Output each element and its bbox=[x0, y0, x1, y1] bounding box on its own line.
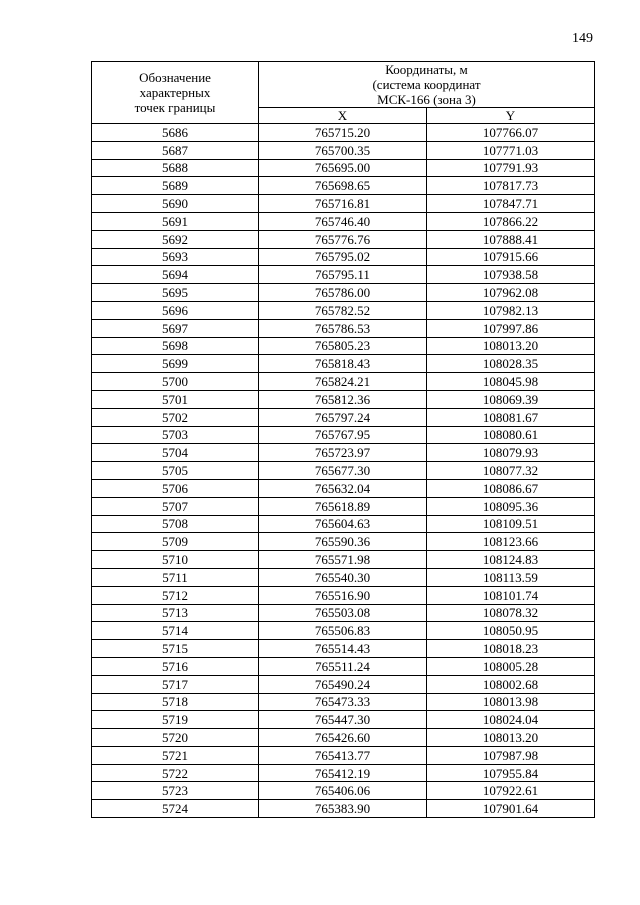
table-row bbox=[92, 390, 595, 408]
page-number: 149 bbox=[572, 31, 593, 46]
table-row bbox=[92, 800, 595, 818]
y-cell: 108123.66 bbox=[427, 533, 595, 551]
x-cell: 765782.52 bbox=[259, 301, 427, 319]
table-row bbox=[92, 782, 595, 800]
table-row bbox=[92, 444, 595, 462]
y-cell: 108101.74 bbox=[427, 586, 595, 604]
point-cell: 5710 bbox=[92, 551, 259, 569]
point-cell: 5689 bbox=[92, 177, 259, 195]
x-cell: 765695.00 bbox=[259, 159, 427, 177]
table-row bbox=[92, 675, 595, 693]
table-row bbox=[92, 533, 595, 551]
table-row bbox=[92, 355, 595, 373]
point-cell: 5715 bbox=[92, 640, 259, 658]
y-cell: 107901.64 bbox=[427, 800, 595, 818]
table-row bbox=[92, 604, 595, 622]
point-cell: 5703 bbox=[92, 426, 259, 444]
table-row bbox=[92, 141, 595, 159]
x-cell: 765698.65 bbox=[259, 177, 427, 195]
table-row bbox=[92, 195, 595, 213]
x-cell: 765776.76 bbox=[259, 230, 427, 248]
point-cell: 5691 bbox=[92, 212, 259, 230]
point-cell: 5701 bbox=[92, 390, 259, 408]
table-row bbox=[92, 373, 595, 391]
x-cell: 765490.24 bbox=[259, 675, 427, 693]
point-cell: 5692 bbox=[92, 230, 259, 248]
y-cell: 107997.86 bbox=[427, 319, 595, 337]
y-cell: 108013.20 bbox=[427, 337, 595, 355]
table-row bbox=[92, 568, 595, 586]
x-cell: 765716.81 bbox=[259, 195, 427, 213]
y-cell: 108013.98 bbox=[427, 693, 595, 711]
x-cell: 765383.90 bbox=[259, 800, 427, 818]
point-cell: 5712 bbox=[92, 586, 259, 604]
x-cell: 765700.35 bbox=[259, 141, 427, 159]
point-cell: 5714 bbox=[92, 622, 259, 640]
coords-header-line-1: Координаты, м bbox=[385, 62, 468, 77]
y-cell: 108018.23 bbox=[427, 640, 595, 658]
x-cell: 765406.06 bbox=[259, 782, 427, 800]
y-cell: 107987.98 bbox=[427, 746, 595, 764]
table-row bbox=[92, 248, 595, 266]
x-cell: 765412.19 bbox=[259, 764, 427, 782]
table-row bbox=[92, 693, 595, 711]
table-row bbox=[92, 408, 595, 426]
x-cell: 765447.30 bbox=[259, 711, 427, 729]
point-cell: 5687 bbox=[92, 141, 259, 159]
x-cell: 765723.97 bbox=[259, 444, 427, 462]
point-cell: 5702 bbox=[92, 408, 259, 426]
points-header-line-1: Обозначение bbox=[139, 70, 211, 85]
point-cell: 5713 bbox=[92, 604, 259, 622]
y-cell: 107888.41 bbox=[427, 230, 595, 248]
table-row bbox=[92, 301, 595, 319]
x-cell: 765767.95 bbox=[259, 426, 427, 444]
point-cell: 5700 bbox=[92, 373, 259, 391]
y-cell: 107938.58 bbox=[427, 266, 595, 284]
y-cell: 108086.67 bbox=[427, 479, 595, 497]
x-cell: 765805.23 bbox=[259, 337, 427, 355]
y-cell: 108050.95 bbox=[427, 622, 595, 640]
point-cell: 5698 bbox=[92, 337, 259, 355]
point-cell: 5690 bbox=[92, 195, 259, 213]
point-cell: 5716 bbox=[92, 657, 259, 675]
y-cell: 107915.66 bbox=[427, 248, 595, 266]
table-row bbox=[92, 426, 595, 444]
x-cell: 765506.83 bbox=[259, 622, 427, 640]
y-cell: 108078.32 bbox=[427, 604, 595, 622]
point-cell: 5717 bbox=[92, 675, 259, 693]
y-cell: 108109.51 bbox=[427, 515, 595, 533]
point-cell: 5718 bbox=[92, 693, 259, 711]
point-cell: 5696 bbox=[92, 301, 259, 319]
table-row bbox=[92, 657, 595, 675]
x-cell: 765824.21 bbox=[259, 373, 427, 391]
point-cell: 5694 bbox=[92, 266, 259, 284]
point-cell: 5723 bbox=[92, 782, 259, 800]
table-row bbox=[92, 337, 595, 355]
point-cell: 5711 bbox=[92, 568, 259, 586]
x-cell: 765715.20 bbox=[259, 124, 427, 142]
y-cell: 107982.13 bbox=[427, 301, 595, 319]
table-row bbox=[92, 462, 595, 480]
point-cell: 5695 bbox=[92, 284, 259, 302]
coords-header-line-3: МСК-166 (зона 3) bbox=[377, 92, 476, 107]
table-row bbox=[92, 319, 595, 337]
x-cell: 765590.36 bbox=[259, 533, 427, 551]
x-cell: 765818.43 bbox=[259, 355, 427, 373]
y-cell: 107962.08 bbox=[427, 284, 595, 302]
y-cell: 107866.22 bbox=[427, 212, 595, 230]
x-cell: 765786.00 bbox=[259, 284, 427, 302]
points-header-line-2: характерных bbox=[139, 85, 211, 100]
point-cell: 5688 bbox=[92, 159, 259, 177]
table-row bbox=[92, 212, 595, 230]
y-cell: 108080.61 bbox=[427, 426, 595, 444]
table-row bbox=[92, 746, 595, 764]
table-row bbox=[92, 764, 595, 782]
x-cell: 765604.63 bbox=[259, 515, 427, 533]
point-cell: 5707 bbox=[92, 497, 259, 515]
point-cell: 5720 bbox=[92, 729, 259, 747]
y-cell: 108002.68 bbox=[427, 675, 595, 693]
point-cell: 5686 bbox=[92, 124, 259, 142]
point-cell: 5722 bbox=[92, 764, 259, 782]
table-header bbox=[92, 62, 595, 124]
table-row bbox=[92, 586, 595, 604]
coords-header-line-2: (система координат bbox=[372, 77, 481, 92]
y-cell: 108077.32 bbox=[427, 462, 595, 480]
y-cell: 108113.59 bbox=[427, 568, 595, 586]
y-cell: 108028.35 bbox=[427, 355, 595, 373]
point-cell: 5708 bbox=[92, 515, 259, 533]
x-cell: 765746.40 bbox=[259, 212, 427, 230]
coordinates-table bbox=[91, 61, 595, 818]
x-cell: 765795.02 bbox=[259, 248, 427, 266]
x-cell: 765511.24 bbox=[259, 657, 427, 675]
table-row bbox=[92, 729, 595, 747]
y-cell: 107817.73 bbox=[427, 177, 595, 195]
table-row bbox=[92, 266, 595, 284]
coordinates-column-header bbox=[259, 62, 595, 108]
table-row bbox=[92, 497, 595, 515]
table-row bbox=[92, 479, 595, 497]
x-cell: 765540.30 bbox=[259, 568, 427, 586]
x-cell: 765516.90 bbox=[259, 586, 427, 604]
table-row bbox=[92, 515, 595, 533]
x-cell: 765426.60 bbox=[259, 729, 427, 747]
x-cell: 765632.04 bbox=[259, 479, 427, 497]
y-cell: 108045.98 bbox=[427, 373, 595, 391]
x-cell: 765514.43 bbox=[259, 640, 427, 658]
table-row bbox=[92, 711, 595, 729]
x-cell: 765473.33 bbox=[259, 693, 427, 711]
x-cell: 765795.11 bbox=[259, 266, 427, 284]
y-column-header: Y bbox=[427, 108, 595, 124]
y-cell: 107922.61 bbox=[427, 782, 595, 800]
y-cell: 107791.93 bbox=[427, 159, 595, 177]
point-cell: 5705 bbox=[92, 462, 259, 480]
point-cell: 5693 bbox=[92, 248, 259, 266]
table-body bbox=[92, 124, 595, 818]
x-cell: 765618.89 bbox=[259, 497, 427, 515]
points-column-header bbox=[92, 62, 259, 124]
x-cell: 765812.36 bbox=[259, 390, 427, 408]
point-cell: 5721 bbox=[92, 746, 259, 764]
table-row bbox=[92, 640, 595, 658]
header-row-main bbox=[92, 62, 595, 108]
table-row bbox=[92, 230, 595, 248]
table-row bbox=[92, 124, 595, 142]
y-cell: 107955.84 bbox=[427, 764, 595, 782]
y-cell: 108069.39 bbox=[427, 390, 595, 408]
x-cell: 765413.77 bbox=[259, 746, 427, 764]
x-cell: 765786.53 bbox=[259, 319, 427, 337]
x-column-header: X bbox=[259, 108, 427, 124]
y-cell: 108095.36 bbox=[427, 497, 595, 515]
x-cell: 765677.30 bbox=[259, 462, 427, 480]
point-cell: 5706 bbox=[92, 479, 259, 497]
y-cell: 108005.28 bbox=[427, 657, 595, 675]
y-cell: 108124.83 bbox=[427, 551, 595, 569]
table-row bbox=[92, 177, 595, 195]
point-cell: 5709 bbox=[92, 533, 259, 551]
point-cell: 5697 bbox=[92, 319, 259, 337]
point-cell: 5719 bbox=[92, 711, 259, 729]
point-cell: 5699 bbox=[92, 355, 259, 373]
y-cell: 107847.71 bbox=[427, 195, 595, 213]
y-cell: 108079.93 bbox=[427, 444, 595, 462]
y-cell: 107771.03 bbox=[427, 141, 595, 159]
x-cell: 765797.24 bbox=[259, 408, 427, 426]
y-cell: 108024.04 bbox=[427, 711, 595, 729]
x-cell: 765503.08 bbox=[259, 604, 427, 622]
table-row bbox=[92, 551, 595, 569]
table-row bbox=[92, 159, 595, 177]
y-cell: 107766.07 bbox=[427, 124, 595, 142]
x-cell: 765571.98 bbox=[259, 551, 427, 569]
y-cell: 108081.67 bbox=[427, 408, 595, 426]
point-cell: 5724 bbox=[92, 800, 259, 818]
points-header-line-3: точек границы bbox=[134, 100, 216, 115]
y-cell: 108013.20 bbox=[427, 729, 595, 747]
table-row bbox=[92, 284, 595, 302]
point-cell: 5704 bbox=[92, 444, 259, 462]
table-row bbox=[92, 622, 595, 640]
